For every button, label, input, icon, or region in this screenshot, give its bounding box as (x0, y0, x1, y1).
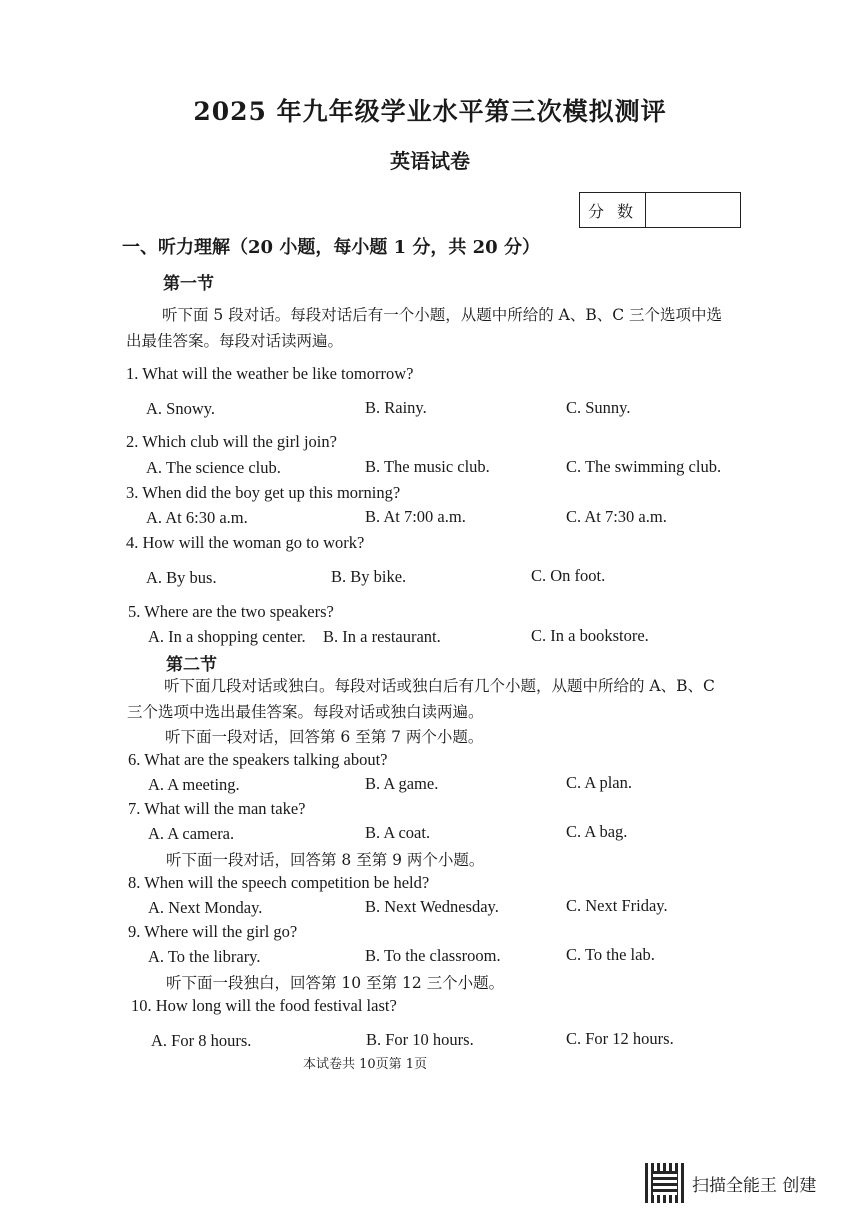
qr-code-icon (645, 1163, 685, 1203)
q1-option-a: A. Snowy. (146, 399, 216, 418)
question-6: 6. What are the speakers talking about? (128, 750, 388, 769)
question-3: 3. When did the boy get up this morning? (126, 483, 401, 502)
score-label: 分 数 (580, 193, 646, 227)
part2-label: 第二节 (166, 655, 217, 675)
q3-option-a: A. At 6:30 a.m. (146, 508, 248, 527)
q7-option-a: A. A camera. (148, 824, 235, 843)
q10-option-a: A. For 8 hours. (151, 1031, 252, 1050)
q5-option-b: B. In a restaurant. (323, 627, 441, 646)
q9-option-c: C. To the lab. (566, 945, 655, 964)
q2-option-c: C. The swimming club. (566, 457, 722, 476)
q2-option-a: A. The science club. (146, 458, 281, 477)
q8-option-a: A. Next Monday. (148, 898, 263, 917)
q3-option-c: C. At 7:30 a.m. (566, 507, 667, 526)
question-4: 4. How will the woman go to work? (126, 533, 365, 552)
q9-option-a: A. To the library. (148, 947, 261, 966)
q6-option-c: C. A plan. (566, 773, 633, 792)
note-questions-8-9: 听下面一段对话，回答第 8 至第 9 两个小题。 (166, 851, 485, 869)
question-10: 10. How long will the food festival last? (131, 996, 397, 1015)
q1-option-c: C. Sunny. (566, 398, 631, 417)
exam-subtitle: 英语试卷 (390, 149, 470, 173)
section-heading: 一、听力理解（20 小题，每小题 1 分，共 20 分） (122, 237, 540, 258)
q6-option-a: A. A meeting. (148, 775, 240, 794)
q7-option-b: B. A coat. (365, 823, 431, 842)
q6-option-b: B. A game. (365, 774, 439, 793)
part1-instruction-line2: 出最佳答案。每段对话读两遍。 (126, 332, 344, 350)
score-box (579, 192, 741, 228)
q3-option-b: B. At 7:00 a.m. (365, 507, 466, 526)
question-5: 5. Where are the two speakers? (128, 602, 334, 621)
q8-option-b: B. Next Wednesday. (365, 897, 499, 916)
part2-instruction-line1: 听下面几段对话或独白。每段对话或独白后有几个小题，从题中所给的 A、B、C (164, 677, 715, 695)
question-9: 9. Where will the girl go? (128, 922, 298, 941)
q8-option-c: C. Next Friday. (566, 896, 668, 915)
part1-instruction-line1: 听下面 5 段对话。每段对话后有一个小题，从题中所给的 A、B、C 三个选项中选 (162, 306, 723, 324)
q10-option-c: C. For 12 hours. (566, 1029, 674, 1048)
part1-label: 第一节 (163, 274, 214, 294)
note-questions-6-7: 听下面一段对话，回答第 6 至第 7 两个小题。 (165, 728, 484, 746)
q4-option-b: B. By bike. (331, 567, 407, 586)
q5-option-a: A. In a shopping center. (148, 627, 306, 646)
question-7: 7. What will the man take? (128, 799, 306, 818)
q9-option-b: B. To the classroom. (365, 946, 501, 965)
q1-option-b: B. Rainy. (365, 398, 427, 417)
page-footer: 本试卷共 10页第 1页 (303, 1057, 428, 1072)
question-8: 8. When will the speech competition be held? (128, 873, 430, 892)
part2-instruction-line2: 三个选项中选出最佳答案。每段对话或独白读两遍。 (127, 703, 484, 721)
q2-option-b: B. The music club. (365, 457, 490, 476)
score-blank (646, 193, 740, 227)
q5-option-c: C. In a bookstore. (531, 626, 649, 645)
q10-option-b: B. For 10 hours. (366, 1030, 474, 1049)
note-questions-10-12: 听下面一段独白，回答第 10 至第 12 三个小题。 (166, 974, 505, 992)
scanner-watermark: 扫描全能王 创建 (692, 1176, 817, 1196)
question-1: 1. What will the weather be like tomorrow? (126, 364, 414, 383)
q7-option-c: C. A bag. (566, 822, 628, 841)
q4-option-a: A. By bus. (146, 568, 217, 587)
q4-option-c: C. On foot. (531, 566, 606, 585)
exam-title: 2025 年九年级学业水平第三次模拟测评 (193, 97, 667, 126)
question-2: 2. Which club will the girl join? (126, 432, 337, 451)
